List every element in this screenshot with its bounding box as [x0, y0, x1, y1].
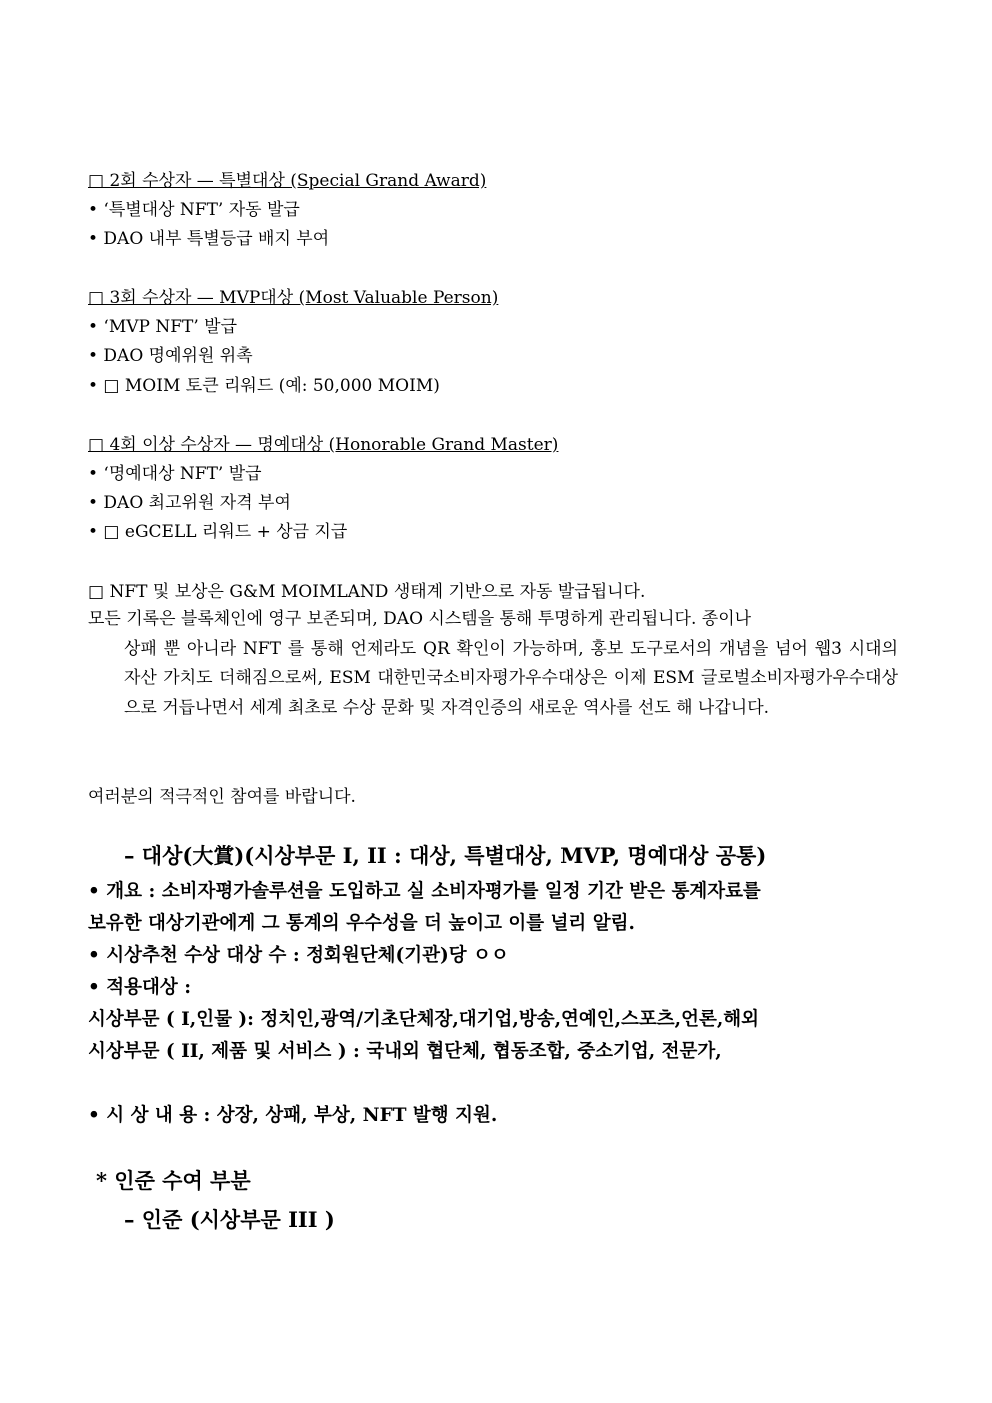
target-label: • 적용대상 :: [88, 977, 192, 998]
section-4-heading: □ 4회 이상 수상자 — 명예대상 (Honorable Grand Master): [88, 435, 559, 455]
award-contents: • 시 상 내 용 : 상장, 상패, 부상, NFT 발행 지원.: [88, 1105, 498, 1126]
section-3-item-3: • □ MOIM 토큰 리워드 (예: 50,000 MOIM): [88, 376, 440, 396]
overview-line-2: 보유한 대상기관에게 그 통계의 우수성을 더 높이고 이를 널리 알림.: [88, 913, 635, 934]
nft-note: □ NFT 및 보상은 G&M MOIMLAND 생태계 기반으로 자동 발급됩니다.: [88, 582, 646, 602]
target-category-2: 시상부문 ( II, 제품 및 서비스 ) : 국내외 협단체, 협동조합, 중소기업, 전문가,: [88, 1041, 722, 1062]
grand-award-title: – 대상(大賞)(시상부문 I, II : 대상, 특별대상, MVP, 명예대상 공통): [124, 843, 767, 868]
paragraph-first-line: 모든 기록은 블록체인에 영구 보존되며, DAO 시스템을 통해 투명하게 관리됩니다. 종이나: [88, 609, 752, 629]
certification-title: * 인준 수여 부분: [96, 1168, 251, 1193]
section-2-item-2: • DAO 내부 특별등급 배지 부여: [88, 229, 330, 249]
closing-line: 여러분의 적극적인 참여를 바랍니다.: [88, 787, 356, 807]
certification-subtitle: – 인준 (시상부문 III ): [124, 1207, 335, 1232]
section-3-item-2: • DAO 명예위원 위촉: [88, 346, 253, 366]
overview-line-1: • 개요 : 소비자평가솔루션을 도입하고 실 소비자평가를 일정 기간 받은 통계자료를: [88, 881, 761, 902]
target-category-1: 시상부문 ( I,인물 ): 정치인,광역/기초단체장,대기업,방송,연예인,스포츠,언론,해외: [88, 1009, 760, 1030]
description-paragraph: [88, 605, 898, 723]
section-3-item-1: • ‘MVP NFT’ 발급: [88, 317, 238, 337]
section-4-item-1: • ‘명예대상 NFT’ 발급: [88, 464, 262, 484]
recommend-count: • 시상추천 수상 대상 수 : 정회원단체(기관)당 ㅇㅇ: [88, 945, 509, 966]
section-4-item-3: • □ eGCELL 리워드 + 상금 지급: [88, 522, 348, 542]
section-2-item-1: • ‘특별대상 NFT’ 자동 발급: [88, 200, 300, 220]
paragraph-continuation: 상패 뿐 아니라 NFT 를 통해 언제라도 QR 확인이 가능하며, 홍보 도구로서의 개념을 넘어 웹3 시대의 자산 가치도 더해짐으로써, ESM 대한민국소비자평가우수대상은 이제 ESM 글로벌소비자평가우수대상 으로 거듭나면서 세계 최초로 수상 문화 및 자격인증의 새로운 역사를 선도 해 나갑니다.: [124, 638, 898, 718]
section-3-heading: □ 3회 수상자 — MVP대상 (Most Valuable Person): [88, 288, 499, 308]
section-2-heading: □ 2회 수상자 — 특별대상 (Special Grand Award): [88, 171, 487, 191]
section-4-item-2: • DAO 최고위원 자격 부여: [88, 493, 291, 513]
